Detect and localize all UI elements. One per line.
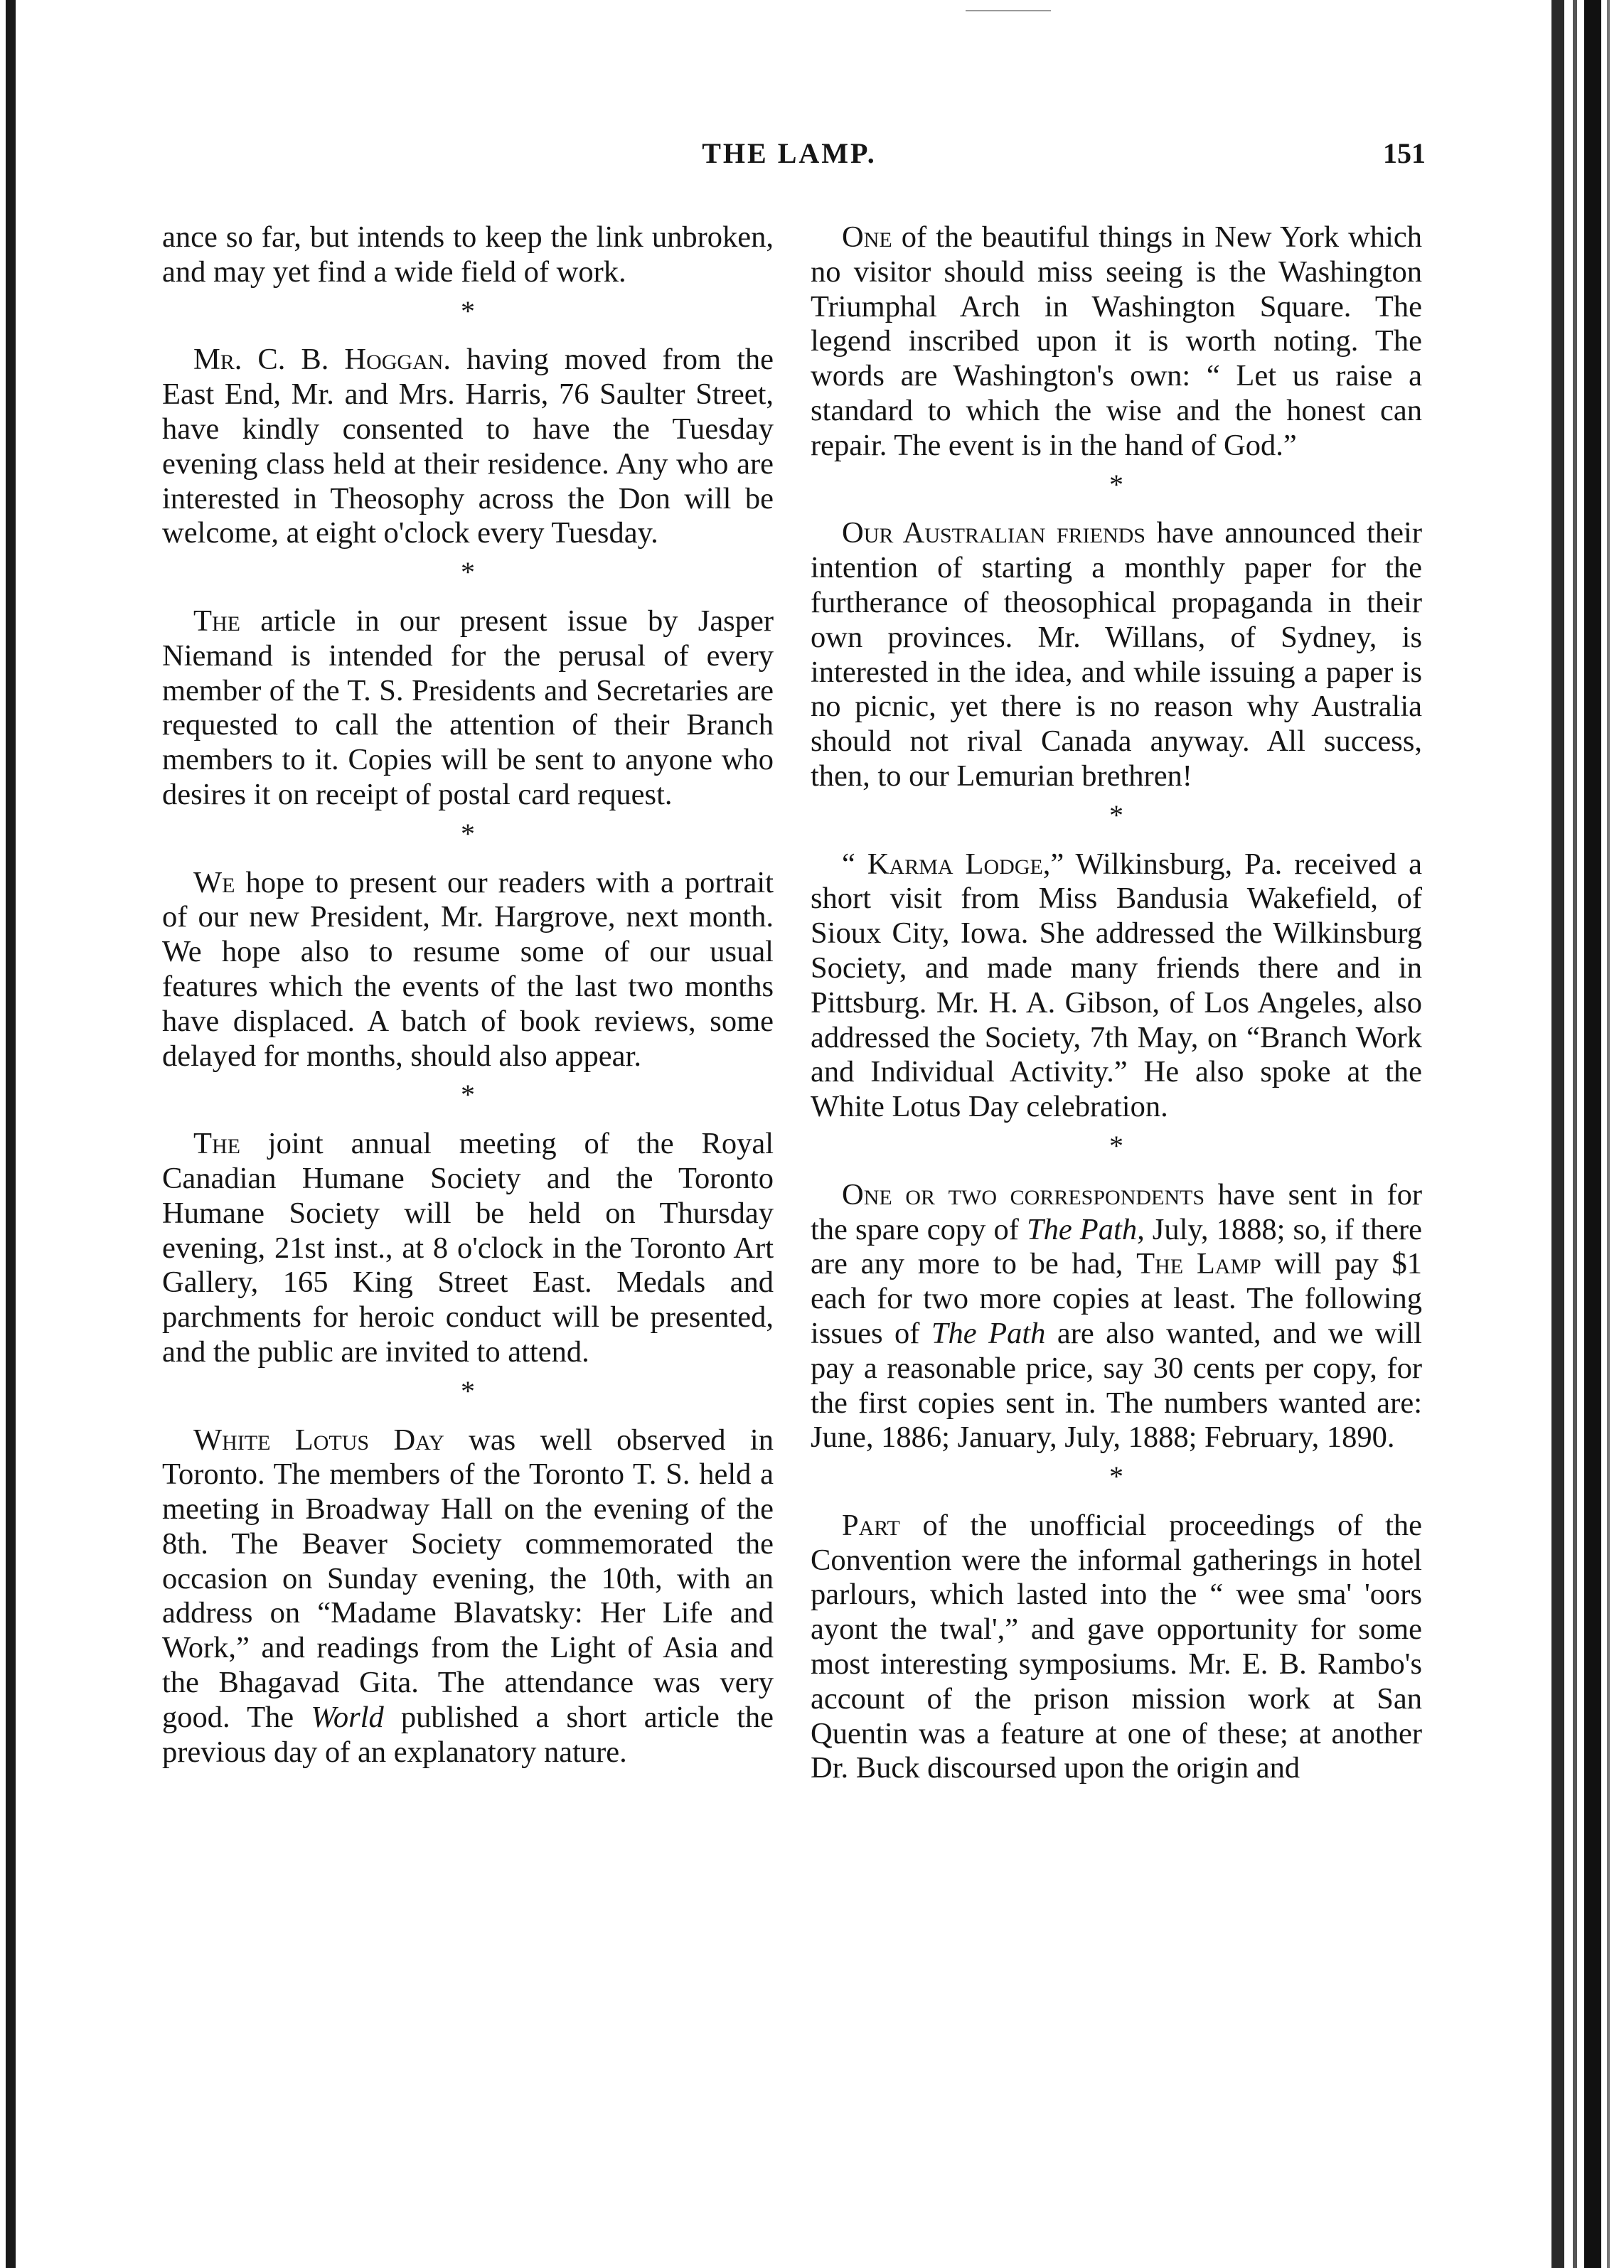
left-column xyxy=(162,220,774,1770)
paragraph-lead: The xyxy=(193,1127,240,1161)
paragraph-washington-arch xyxy=(811,220,1422,464)
paragraph-text: ance so far, but intends to keep the link unbroken, and may yet find a wide field of work. xyxy=(162,220,774,289)
paragraph-portrait xyxy=(162,866,774,1074)
paragraph-text: July, 1888; so, if there are any more to be had, xyxy=(811,1212,1422,1281)
section-separator: * xyxy=(461,1079,475,1111)
paragraph-text: of the beautiful things in New York which no visitor should miss seeing is the Washington Triumphal Arch in Washington Square. The legend inscribed upon it is worth noting. The words are Washington's own: “ Let us raise a standard to which the wise and the honest can repair. The event is in the hand of God.” xyxy=(811,220,1422,462)
paragraph-lead: One or two correspondents xyxy=(842,1177,1205,1211)
paragraph-lead: The xyxy=(193,604,240,638)
scan-left-edge xyxy=(6,0,16,2268)
paragraph-lead: Our Australian friends xyxy=(842,516,1145,550)
paragraph-lead: One xyxy=(842,220,892,254)
paragraph-text: joint annual meeting of the Royal Canadian Humane Society and the Toronto Humane Society will be held on Thursday evening, 21st inst., at 8 o'clock in the Toronto Art Gallery, 165 King Street East. Medals and parchments for heroic conduct will be presented, and the public are invited to attend. xyxy=(162,1127,774,1369)
paragraph-text: have sent in for the spare copy of xyxy=(811,1177,1422,1246)
section-separator: * xyxy=(1109,1460,1123,1493)
paragraph-text: have announced their intention of starting a monthly paper for the furtherance of theosophical propaganda in their own provinces. Mr. Willans, of Sydney, is interested in the idea, and while issuing a paper is no picnic, yet there is no reason why Australia should not rival Canada anyway. All success, then, to our Lemurian brethren! xyxy=(811,516,1423,793)
paragraph-niemand-article xyxy=(162,604,774,813)
section-separator: * xyxy=(461,556,475,589)
paragraph-lead: Mr. C. B. Hoggan. xyxy=(193,343,452,377)
paragraph-text: having moved from the East End, Mr. and Mrs. Harris, 76 Saulter Street, have kindly consented to have the Tuesday evening class held at their residence. Any who are interested in Theosophy across the Don will be welcome, at eight o'clock every Tuesday. xyxy=(162,343,774,550)
section-separator: * xyxy=(461,817,475,850)
paragraph-text: was well observed in Toronto. The members of the Toronto T. S. held a meeting in Broadway Hall on the evening of the 8th. The Beaver Society commemorated the occasion on Sunday evening, the 10th, with an address on “Madame Blavatsky: Her Life and Work,” and readings from the Light of Asia and the Bhagavad Gita. The attendance was very good. The xyxy=(162,1423,774,1734)
italic-title: The Path, xyxy=(1026,1212,1145,1246)
italic-title: World xyxy=(311,1700,384,1734)
paragraph-lead: Part xyxy=(842,1508,900,1542)
paragraph-text: Wilkinsburg, Pa. received a short visit from Miss Bandusia Wakefield, of Sioux City, Iowa. She addressed the Wilkinsburg Society, and made many friends there and in Pittsburg. Mr. H. A. Gibson, of Los Angeles, also addressed the Society, 7th May, on “Branch Work and Individual Activity.” He also spoke at the White Lotus Day celebration. xyxy=(811,847,1422,1124)
paragraph-hoggan xyxy=(162,343,774,551)
paragraph-lead: “ Karma Lodge,” xyxy=(842,847,1064,881)
scan-top-mark xyxy=(966,10,1051,11)
paragraph-text: article in our present issue by Jasper Niemand is intended for the perusal of every member of the T. S. Presidents and Secretaries are requested to call the attention of their Branch members to it. Copies will be sent to anyone who desires it on receipt of postal card request. xyxy=(162,604,774,811)
section-separator: * xyxy=(1109,798,1123,831)
paragraph-convention xyxy=(811,1509,1422,1786)
paragraph-lead: We xyxy=(193,865,235,899)
paragraph-text: hope to present our readers with a portrait of our new President, Mr. Hargrove, next month. We hope also to resume some of our usual features which the events of the last two months have displaced. A batch of book reviews, some delayed for months, should also appear. xyxy=(162,865,774,1073)
paragraph-humane-society xyxy=(162,1127,774,1370)
section-separator: * xyxy=(461,294,475,327)
section-separator: * xyxy=(461,1374,475,1407)
paragraph-karma-lodge xyxy=(811,847,1422,1125)
paragraph-text: published a short article the previous day of an explanatory nature. xyxy=(162,1700,774,1769)
paragraph-continued xyxy=(162,220,774,290)
page-number: 151 xyxy=(1383,137,1426,169)
paragraph-australian-friends xyxy=(811,516,1422,793)
journal-title: THE LAMP. xyxy=(702,137,877,169)
right-column xyxy=(811,220,1422,1786)
paragraph-correspondents xyxy=(811,1178,1422,1455)
paragraph-white-lotus-day xyxy=(162,1423,774,1770)
journal-name-inline: The Lamp xyxy=(1136,1247,1261,1281)
italic-title: The Path xyxy=(931,1316,1046,1350)
paragraph-lead: White Lotus Day xyxy=(193,1423,444,1457)
section-separator: * xyxy=(1109,1129,1123,1162)
paragraph-text: are also wanted, and we will pay a reasonable price, say 30 cents per copy, for the first copies sent in. The numbers wanted are: June, 1886; January, July, 1888; February, 1890. xyxy=(811,1316,1422,1455)
running-head xyxy=(153,137,1426,179)
scan-binding-edge xyxy=(1544,0,1624,2268)
paragraph-text: of the unofficial proceedings of the Convention were the informal gatherings in hotel parlours, which lasted into the “ wee sma' 'oors ayont the twal',” and gave opportunity for some most interesting symposiums. Mr. E. B. Rambo's account of the prison mission work at San Quentin was a feature at one of these; at another Dr. Buck discoursed upon the origin and xyxy=(811,1508,1422,1785)
paragraph-text: will pay $1 each for two more copies at least. The following issues of xyxy=(811,1247,1422,1350)
section-separator: * xyxy=(1109,468,1123,501)
